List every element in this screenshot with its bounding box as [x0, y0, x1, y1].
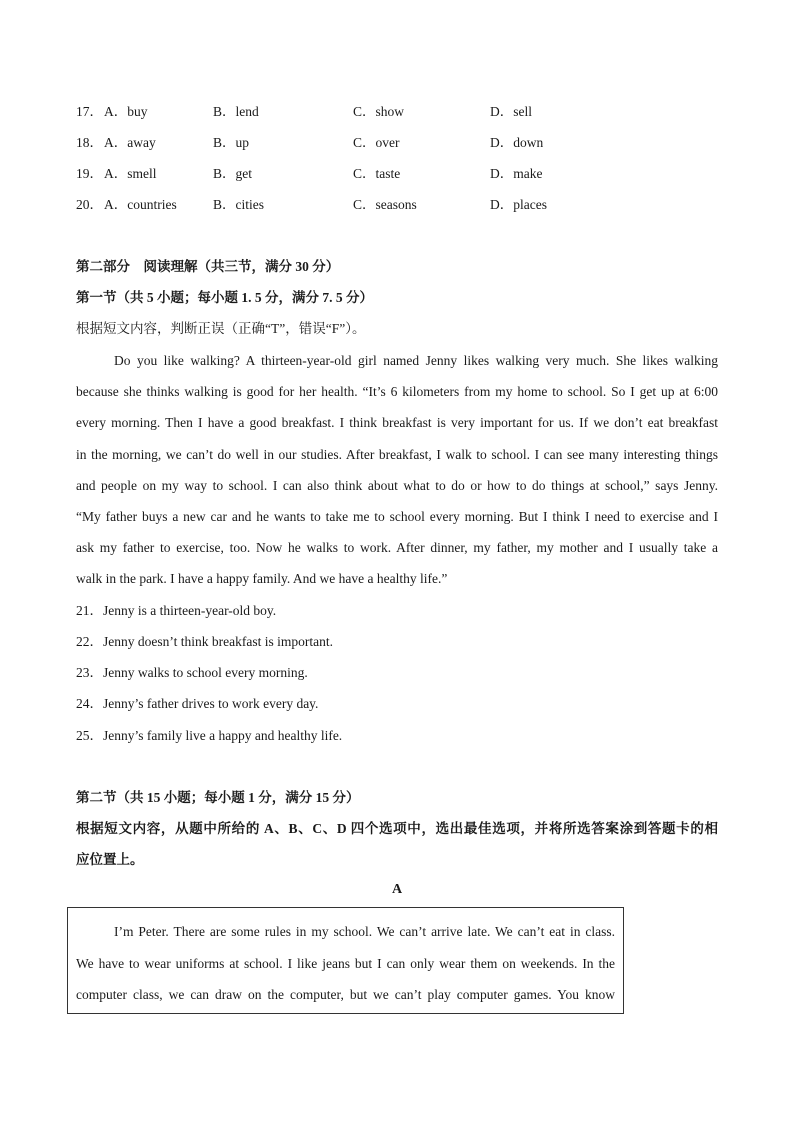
option-a: A．countries — [104, 197, 177, 212]
reading-passage — [76, 345, 718, 595]
section2-heading: 第二节（共 15 小题；每小题 1 分，满分 15 分） — [76, 790, 360, 805]
passage-a-line: We have to wear uniforms at school. I like jeans but I can only wear them on weekends. In the — [76, 955, 615, 971]
passage-line: in the morning, we can’t do well in our studies. After breakfast, I walk to school. I can see many interesting things — [76, 446, 718, 462]
question-number: 20． — [76, 197, 103, 212]
passage-a-line: computer class, we can draw on the computer, but we can’t play computer games. You know — [76, 987, 615, 1002]
true-false-question: 23．Jenny walks to school every morning. — [76, 665, 308, 680]
true-false-question: 24．Jenny’s father drives to work every day. — [76, 696, 319, 711]
option-b: B．get — [213, 166, 252, 181]
passage-line: ask my father to exercise, too. Now he walks to work. After dinner, my father, my mother and I usually take a — [76, 540, 718, 556]
option-b: B．lend — [213, 104, 259, 119]
option-c: C．over — [353, 135, 400, 150]
section2-instruction-line1: 根据短文内容，从题中所给的 A、B、C、D 四个选项中，选出最佳选项，并将所选答案涂到答题卡的相 — [76, 821, 718, 836]
part-heading: 第二部分 阅读理解（共三节，满分 30 分） — [76, 259, 340, 274]
option-b: B．cities — [213, 197, 264, 212]
passage-a-line: I’m Peter. There are some rules in my school. We can’t arrive late. We can’t eat in class. — [114, 924, 615, 939]
question-number: 19． — [76, 166, 103, 181]
section1-instruction: 根据短文内容，判断正误（正确“T”，错误“F”）。 — [76, 321, 366, 336]
option-a: A．smell — [104, 166, 157, 181]
option-a: A．buy — [104, 104, 148, 119]
option-d: D．down — [490, 135, 544, 150]
section1-heading: 第一节（共 5 小题；每小题 1. 5 分，满分 7. 5 分） — [76, 290, 373, 305]
question-number: 18． — [76, 135, 103, 150]
option-c: C．show — [353, 104, 405, 119]
question-number: 17． — [76, 104, 103, 119]
option-a: A．away — [104, 135, 156, 150]
passage-line: every morning. Then I have a good breakfast. I think breakfast is very important for us. If we don’t eat breakfast — [76, 415, 718, 431]
passage-line: “My father buys a new car and he wants to take me to school every morning. But I think I need to exercise and I — [76, 508, 718, 524]
passage-line: because she thinks walking is good for her health. “It’s 6 kilometers from my home to school. So I get up at 6:00 — [76, 384, 718, 400]
true-false-question: 21．Jenny is a thirteen-year-old boy. — [76, 603, 277, 618]
option-d: D．sell — [490, 104, 532, 119]
passage-line: walk in the park. I have a happy family. And we have a healthy life.” — [76, 571, 448, 587]
passage-a-box — [67, 907, 624, 1014]
option-b: B．up — [213, 135, 250, 150]
option-d: D．make — [490, 166, 543, 181]
section2-instruction-line2: 应位置上。 — [76, 852, 144, 867]
option-c: C．seasons — [353, 197, 417, 212]
passage-a-text — [76, 916, 615, 1011]
option-c: C．taste — [353, 166, 401, 181]
true-false-question: 22．Jenny doesn’t think breakfast is important. — [76, 634, 333, 649]
true-false-question: 25．Jenny’s family live a happy and healthy life. — [76, 728, 343, 743]
passage-line: Do you like walking? A thirteen-year-old girl named Jenny likes walking very much. She likes walking — [114, 353, 718, 368]
passage-a-title: A — [391, 882, 403, 897]
passage-line: and people on my way to school. I can also think about what to do or how to do things at school,” says Jenny. — [76, 477, 718, 493]
option-d: D．places — [490, 197, 547, 212]
